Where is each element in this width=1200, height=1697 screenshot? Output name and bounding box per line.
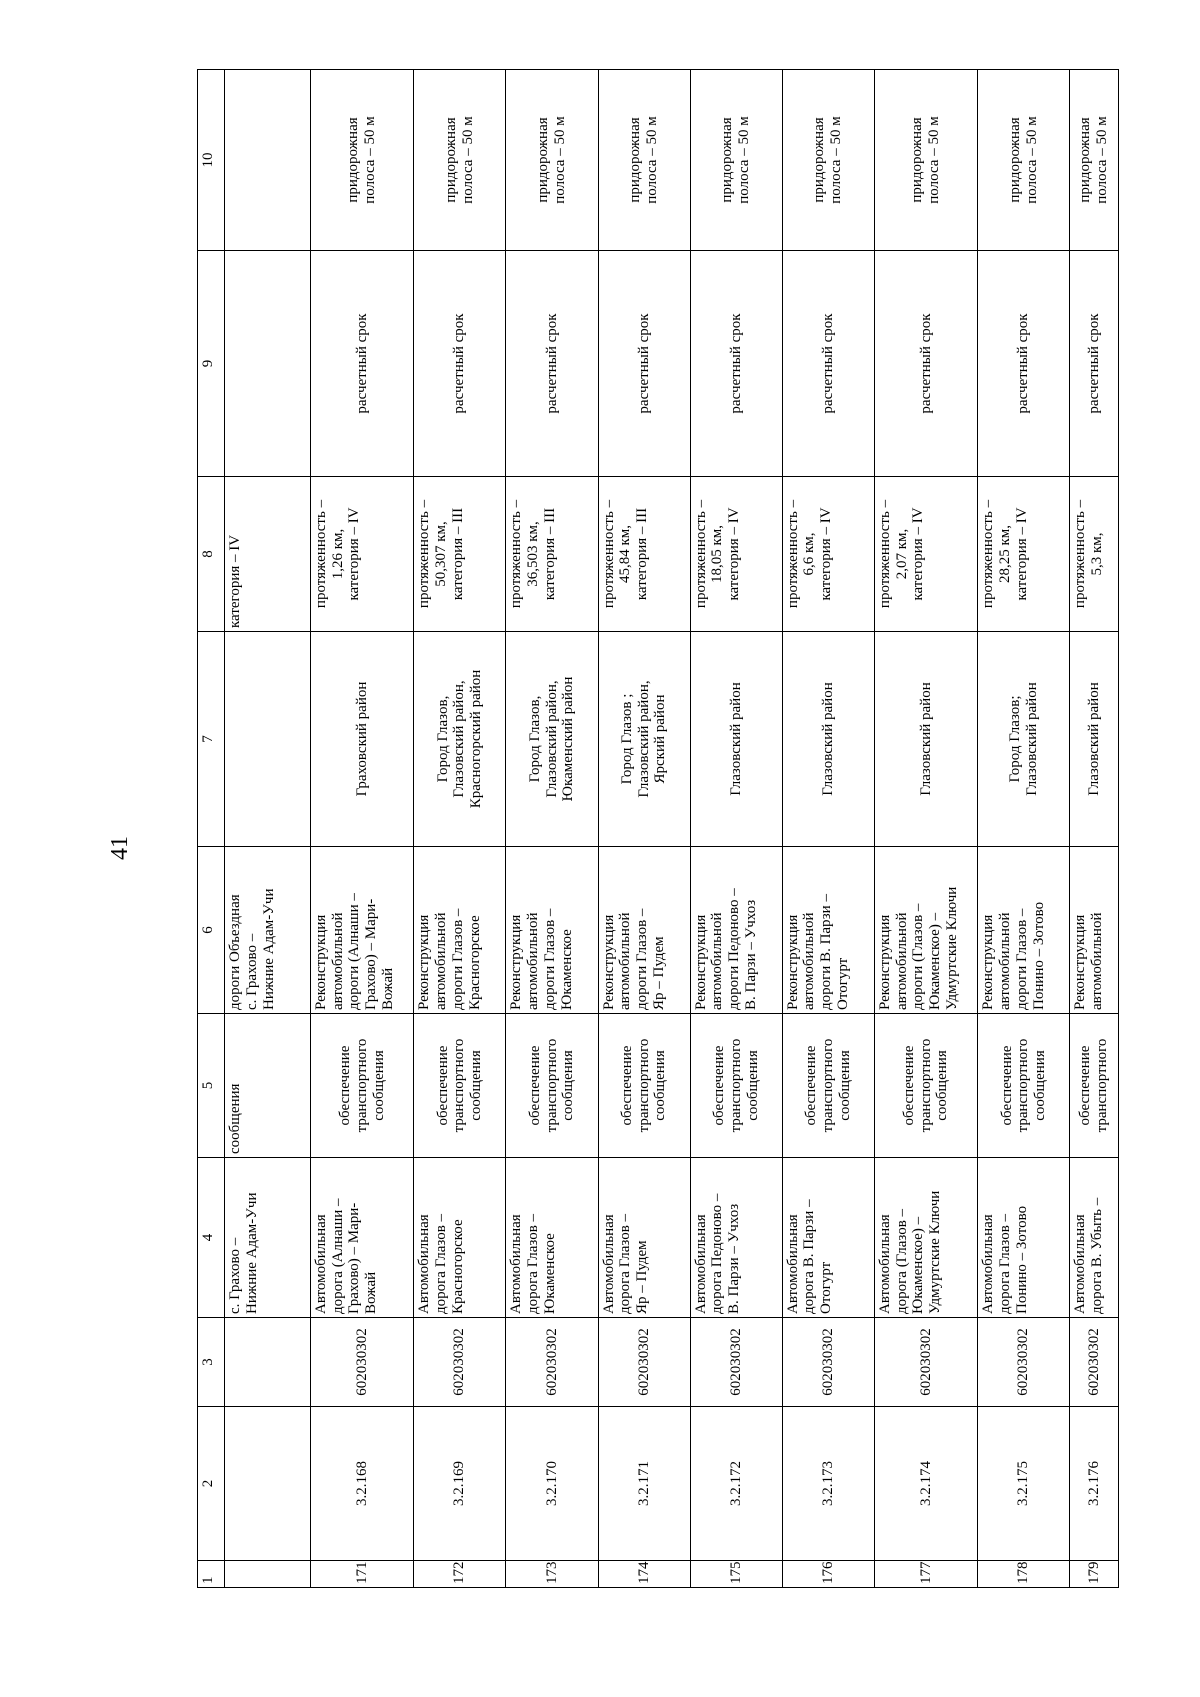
- column-number: 4: [198, 1158, 225, 1318]
- cell-num: 177: [874, 1561, 977, 1588]
- cell-measure: Реконструкция автомобильной дороги Глазов – Красногорское: [414, 847, 506, 1014]
- table-row: [978, 70, 1070, 1588]
- cell-term: расчетный срок: [506, 251, 598, 477]
- cell-oktmo: [225, 1318, 311, 1407]
- cell-measure: Реконструкция автомобильной дороги (Алнаши – Грахово) – Мари- Вожай: [310, 847, 413, 1014]
- cell-oktmo: 602030302: [978, 1318, 1070, 1407]
- cell-oktmo: 602030302: [506, 1318, 598, 1407]
- cell-zone: придорожная полоса – 50 м: [782, 70, 874, 251]
- cell-code: 3.2.174: [874, 1407, 977, 1561]
- cell-object: Автомобильная дорога Педоново – В. Парзи – Учхоз: [690, 1158, 782, 1318]
- cell-code: 3.2.168: [310, 1407, 413, 1561]
- cell-code: 3.2.170: [506, 1407, 598, 1561]
- cell-parameters: категория – IV: [225, 477, 311, 632]
- cell-zone: придорожная полоса – 50 м: [690, 70, 782, 251]
- column-number-row: [198, 70, 225, 1588]
- cell-parameters: протяженность – 36,503 км, категория – III: [506, 477, 598, 632]
- table-row: [506, 70, 598, 1588]
- cell-purpose: обеспечение транспортного сообщения: [874, 1014, 977, 1158]
- cell-location: Глазовский район: [1070, 632, 1119, 847]
- cell-term: расчетный срок: [598, 251, 690, 477]
- cell-parameters: протяженность – 18,05 км, категория – IV: [690, 477, 782, 632]
- register-table: [197, 69, 1119, 1588]
- table-row: [1070, 70, 1119, 1588]
- cell-term: расчетный срок: [310, 251, 413, 477]
- cell-code: 3.2.176: [1070, 1407, 1119, 1561]
- column-number: 6: [198, 847, 225, 1014]
- cell-zone: придорожная полоса – 50 м: [978, 70, 1070, 251]
- cell-term: расчетный срок: [978, 251, 1070, 477]
- column-number: 2: [198, 1407, 225, 1561]
- cell-measure: дороги Объездная с. Грахово – Нижние Адам-Учи: [225, 847, 311, 1014]
- cell-purpose: обеспечение транспортного: [1070, 1014, 1119, 1158]
- cell-object: Автомобильная дорога Глазов – Понино – Зотово: [978, 1158, 1070, 1318]
- cell-parameters: протяженность – 6,6 км, категория – IV: [782, 477, 874, 632]
- cell-measure: Реконструкция автомобильной дороги Глазов – Яр – Пудем: [598, 847, 690, 1014]
- cell-zone: придорожная полоса – 50 м: [414, 70, 506, 251]
- cell-measure: Реконструкция автомобильной дороги Педоново – В. Парзи – Учхоз: [690, 847, 782, 1014]
- cell-parameters: протяженность – 5,3 км,: [1070, 477, 1119, 632]
- cell-code: 3.2.173: [782, 1407, 874, 1561]
- cell-term: расчетный срок: [1070, 251, 1119, 477]
- cell-object: Автомобильная дорога (Алнаши – Грахово) – Мари- Вожай: [310, 1158, 413, 1318]
- cell-measure: Реконструкция автомобильной дороги Глазов – Юкаменское: [506, 847, 598, 1014]
- rotated-table-container: [197, 70, 1119, 1588]
- table-row: [690, 70, 782, 1588]
- cell-num: 179: [1070, 1561, 1119, 1588]
- cell-num: [225, 1561, 311, 1588]
- cell-oktmo: 602030302: [782, 1318, 874, 1407]
- cell-code: 3.2.171: [598, 1407, 690, 1561]
- cell-zone: придорожная полоса – 50 м: [874, 70, 977, 251]
- column-number: 1: [198, 1561, 225, 1588]
- cell-num: 174: [598, 1561, 690, 1588]
- page-number: 41: [107, 836, 133, 860]
- cell-object: Автомобильная дорога В. Убыть –: [1070, 1158, 1119, 1318]
- column-number: 8: [198, 477, 225, 632]
- cell-term: расчетный срок: [414, 251, 506, 477]
- cell-num: 173: [506, 1561, 598, 1588]
- cell-term: расчетный срок: [782, 251, 874, 477]
- cell-oktmo: 602030302: [690, 1318, 782, 1407]
- column-number: 7: [198, 632, 225, 847]
- cell-num: 171: [310, 1561, 413, 1588]
- cell-purpose: обеспечение транспортного сообщения: [598, 1014, 690, 1158]
- cell-code: 3.2.172: [690, 1407, 782, 1561]
- cell-purpose: обеспечение транспортного сообщения: [690, 1014, 782, 1158]
- cell-code: 3.2.169: [414, 1407, 506, 1561]
- table-row: [598, 70, 690, 1588]
- cell-code: [225, 1407, 311, 1561]
- cell-location: Город Глазов, Глазовский район, Красногорский район: [414, 632, 506, 847]
- cell-location: Глазовский район: [782, 632, 874, 847]
- cell-location: Граховский район: [310, 632, 413, 847]
- cell-oktmo: 602030302: [874, 1318, 977, 1407]
- cell-object: Автомобильная дорога Глазов – Юкаменское: [506, 1158, 598, 1318]
- continuation-row: [225, 70, 311, 1588]
- table-row: [310, 70, 413, 1588]
- cell-num: 175: [690, 1561, 782, 1588]
- cell-zone: [225, 70, 311, 251]
- cell-object: с. Грахово – Нижние Адам-Учи: [225, 1158, 311, 1318]
- cell-oktmo: 602030302: [414, 1318, 506, 1407]
- cell-purpose: обеспечение транспортного сообщения: [782, 1014, 874, 1158]
- cell-parameters: протяженность – 1,26 км, категория – IV: [310, 477, 413, 632]
- cell-num: 176: [782, 1561, 874, 1588]
- cell-location: Город Глазов, Глазовский район, Юкаменский район: [506, 632, 598, 847]
- cell-oktmo: 602030302: [1070, 1318, 1119, 1407]
- cell-zone: придорожная полоса – 50 м: [506, 70, 598, 251]
- cell-oktmo: 602030302: [310, 1318, 413, 1407]
- cell-purpose: сообщения: [225, 1014, 311, 1158]
- cell-term: расчетный срок: [690, 251, 782, 477]
- cell-oktmo: 602030302: [598, 1318, 690, 1407]
- cell-purpose: обеспечение транспортного сообщения: [978, 1014, 1070, 1158]
- cell-object: Автомобильная дорога Глазов – Красногорское: [414, 1158, 506, 1318]
- cell-measure: Реконструкция автомобильной дороги В. Парзи – Отогурт: [782, 847, 874, 1014]
- cell-measure: Реконструкция автомобильной дороги Глазов – Понино – Зотово: [978, 847, 1070, 1014]
- cell-location: Глазовский район: [874, 632, 977, 847]
- cell-purpose: обеспечение транспортного сообщения: [506, 1014, 598, 1158]
- cell-location: Глазовский район: [690, 632, 782, 847]
- cell-measure: Реконструкция автомобильной: [1070, 847, 1119, 1014]
- cell-num: 172: [414, 1561, 506, 1588]
- cell-code: 3.2.175: [978, 1407, 1070, 1561]
- cell-object: Автомобильная дорога (Глазов – Юкаменское) – Удмуртские Ключи: [874, 1158, 977, 1318]
- cell-location: Город Глазов ; Глазовский район, Ярский район: [598, 632, 690, 847]
- column-number: 3: [198, 1318, 225, 1407]
- cell-parameters: протяженность – 50,307 км, категория – III: [414, 477, 506, 632]
- cell-parameters: протяженность – 2,07 км, категория – IV: [874, 477, 977, 632]
- cell-object: Автомобильная дорога Глазов – Яр – Пудем: [598, 1158, 690, 1318]
- cell-object: Автомобильная дорога В. Парзи – Отогурт: [782, 1158, 874, 1318]
- column-number: 5: [198, 1014, 225, 1158]
- column-number: 10: [198, 70, 225, 251]
- column-number: 9: [198, 251, 225, 477]
- cell-term: расчетный срок: [874, 251, 977, 477]
- cell-purpose: обеспечение транспортного сообщения: [310, 1014, 413, 1158]
- cell-location: [225, 632, 311, 847]
- cell-purpose: обеспечение транспортного сообщения: [414, 1014, 506, 1158]
- table-row: [414, 70, 506, 1588]
- cell-parameters: протяженность – 45,84 км, категория – III: [598, 477, 690, 632]
- cell-measure: Реконструкция автомобильной дороги (Глазов – Юкаменское) – Удмуртские Ключи: [874, 847, 977, 1014]
- cell-zone: придорожная полоса – 50 м: [1070, 70, 1119, 251]
- cell-zone: придорожная полоса – 50 м: [310, 70, 413, 251]
- cell-zone: придорожная полоса – 50 м: [598, 70, 690, 251]
- cell-num: 178: [978, 1561, 1070, 1588]
- table-row: [782, 70, 874, 1588]
- cell-parameters: протяженность – 28,25 км, категория – IV: [978, 477, 1070, 632]
- table-row: [874, 70, 977, 1588]
- cell-term: [225, 251, 311, 477]
- cell-location: Город Глазов; Глазовский район: [978, 632, 1070, 847]
